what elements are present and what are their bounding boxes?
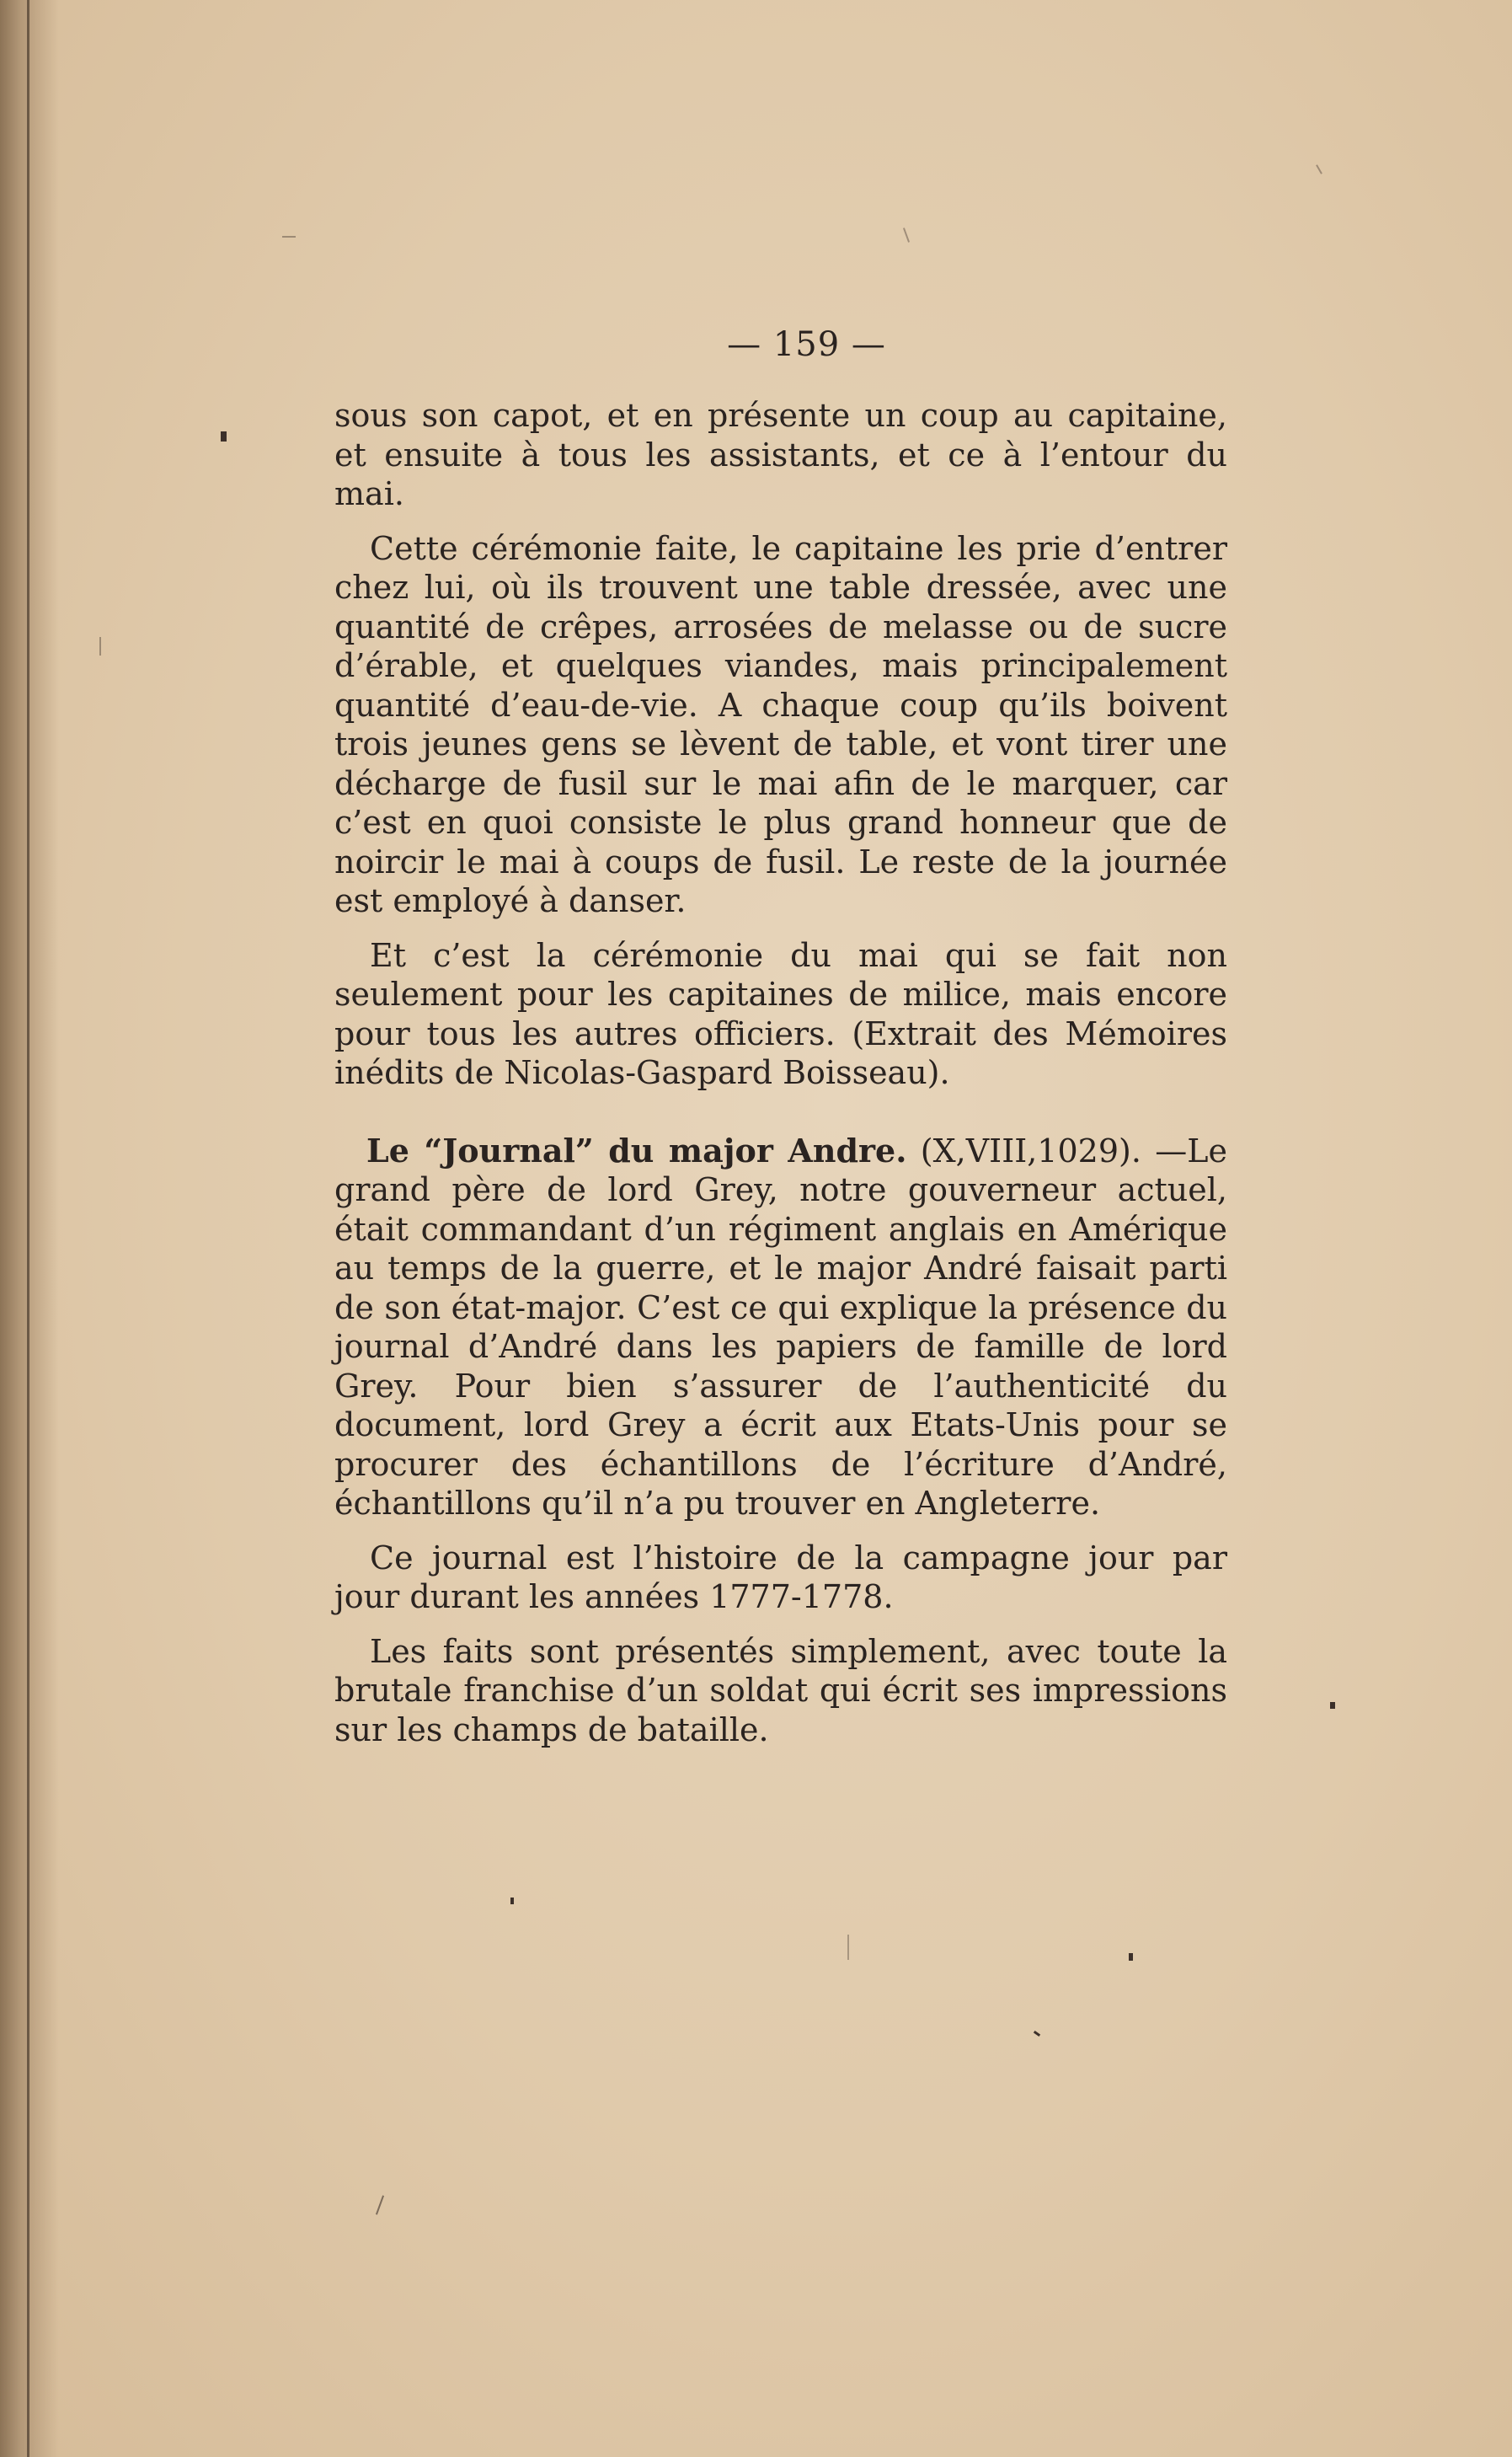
section-body: —Le grand père de lord Grey, notre gouverneur actuel, était commandant d’un régiment anglais en Amérique au temps de la guerre, et le major André faisait parti de son état-major. C’est ce qui explique la présence du journal d’André dans les papiers de famille de lord Grey. Pour bien s’assurer de l’authenticité du document, lord Grey a écrit aux Etats-Unis pour se procurer des échantillons de l’écriture d’André, échantillons qu’il n’a pu trouver en Angleterre. [334,1132,1227,1522]
paper-speck [847,1935,849,1960]
paragraph-6: Les faits sont présentés simplement, avec toute la brutale franchise d’un soldat qui écrit ses impressions sur les champs de bataille. [334,1632,1227,1748]
binding-edge-line [27,0,29,2457]
paper-speck [1034,2031,1040,2037]
section-reference: (X,VIII,1029). [906,1132,1141,1170]
paragraph-5: Ce journal est l’histoire de la campagne jour par jour durant les années 1777-1778. [334,1539,1227,1615]
paper-speck [510,1898,514,1904]
paper-speck [1316,164,1322,174]
paper-speck [903,228,910,243]
paragraph-4 [334,1132,1227,1523]
paper-speck [376,2195,384,2214]
section-heading: Le “Journal” du major Andre. [366,1131,907,1170]
paper-speck [99,637,101,656]
paragraph-3: Et c’est la cérémonie du mai qui se fait non seulement pour les capitaines de milice, mais encore pour tous les autres officiers. (Extrait des Mémoires inédits de Nicolas-Gaspard Boisseau). [334,936,1227,1091]
paragraph-1: sous son capot, et en présente un coup au capitaine, et ensuite à tous les assistants, et ce à l’entour du mai. [334,397,1227,512]
paper-speck [1330,1702,1335,1709]
page-text-block [334,396,1227,1749]
paragraph-2: Cette cérémonie faite, le capitaine les prie d’entrer chez lui, où ils trouvent une table dressée, avec une quantité de crêpes, arrosées de melasse ou de sucre d’érable, et quelques viandes, mais principalement quantité d’eau-de-vie. A chaque coup qu’ils boivent trois jeunes gens se lèvent de table, et vont tirer une décharge de fusil sur le mai afin de le marquer, car c’est en quoi consiste le plus grand honneur que de noircir le mai à coups de fusil. Le reste de la journée est employé à danser. [334,529,1227,919]
binding-gutter-shadow [0,0,59,2457]
paper-speck [282,236,296,238]
paper-speck [221,431,227,442]
paper-speck [1129,1953,1133,1961]
page-number: — 159 — [727,325,886,364]
